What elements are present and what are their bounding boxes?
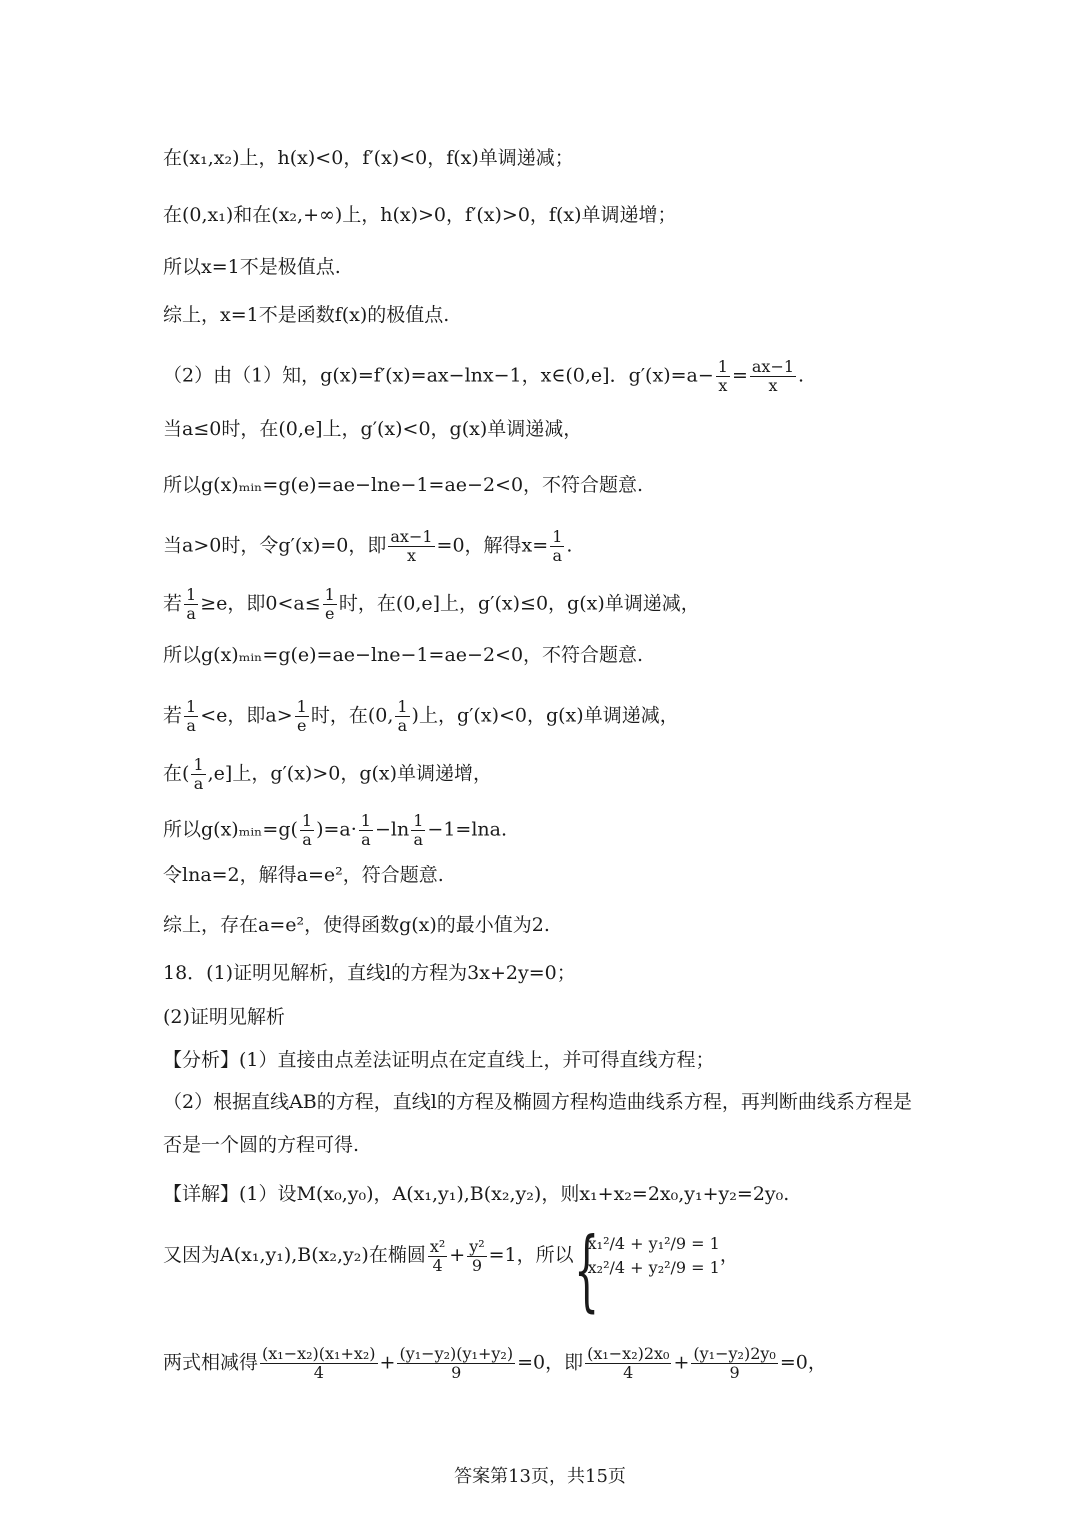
numerator: 1 (397, 697, 408, 716)
line23-text: 两式相减得 (163, 1351, 259, 1374)
line13-mid2: −ln (374, 818, 410, 841)
denominator: e (324, 604, 335, 623)
text-line-13 (163, 812, 963, 849)
plus-sign: + (673, 1351, 690, 1374)
denominator: 4 (313, 1363, 324, 1382)
text-line-18: 【分析】(1）直接由点差法证明点在定直线上，并可得直线方程； (163, 1049, 715, 1071)
denominator: 9 (729, 1363, 740, 1382)
line9-text: 若 (163, 592, 183, 615)
fraction (550, 528, 564, 565)
line13-text: 所以g(x)ₘᵢₙ=g (163, 818, 291, 841)
numerator: 1 (413, 811, 424, 830)
denominator: a (397, 716, 408, 735)
fraction (300, 812, 314, 849)
line11-mid2: 时，在(0, (310, 704, 394, 727)
text-line-5 (163, 358, 963, 395)
period: . (566, 534, 573, 557)
denominator: a (186, 716, 196, 735)
line9-mid: ≥e，即0<a≤ (200, 592, 321, 615)
line12-end: ,e]上，g′(x)>0，g(x)单调递增， (207, 762, 493, 785)
numerator: y² (469, 1236, 485, 1256)
text-line-11 (163, 698, 963, 735)
line9-end: 时，在(0,e]上，g′(x)≤0，g(x)单调递减， (338, 592, 700, 615)
denominator: 9 (451, 1363, 462, 1382)
equation-system (573, 1218, 720, 1321)
fraction (750, 358, 796, 395)
line23-mid: =0，即 (517, 1351, 584, 1374)
text-line-14: 令lna=2，解得a=e²，符合题意. (163, 864, 444, 886)
numerator: x² (429, 1236, 446, 1256)
denominator: x (718, 376, 728, 395)
fraction (359, 812, 373, 849)
text-line-4: 综上，x=1不是函数f(x)的极值点. (163, 304, 450, 326)
numerator: (y₁−y₂)(y₁+y₂) (399, 1344, 514, 1363)
text-line-9 (163, 586, 963, 623)
equals-sign: = (731, 364, 748, 387)
fraction (295, 698, 309, 735)
line8-text: 当a>0时，令g′(x)=0，即 (163, 534, 387, 557)
denominator: 4 (432, 1255, 443, 1275)
denominator: x (768, 376, 778, 395)
fraction (260, 1345, 378, 1382)
text-line-16: 18．(1)证明见解析，直线l的方程为3x+2y=0； (163, 962, 576, 984)
line12-text: 在 (163, 762, 183, 785)
fraction (585, 1345, 671, 1382)
numerator: 1 (717, 357, 728, 376)
line23-end: =0， (779, 1351, 827, 1374)
line11-end: )上，g′(x)<0，g(x)单调递减， (411, 704, 679, 727)
text-line-8 (163, 528, 963, 565)
line11-mid: <e，即a> (200, 704, 293, 727)
fraction (184, 698, 198, 735)
numerator: 1 (186, 585, 197, 604)
fraction (388, 528, 434, 565)
system-row-2: x₂²/4 + y₂²/9 = 1 (587, 1258, 720, 1277)
open-paren: ( (182, 762, 190, 785)
denominator: 4 (623, 1363, 634, 1382)
denominator: a (302, 830, 312, 849)
numerator: 1 (301, 811, 313, 830)
numerator: 1 (360, 811, 371, 830)
text-line-10: 所以g(x)ₘᵢₙ=g(e)=ae−lne−1=ae−2<0，不符合题意. (163, 644, 644, 666)
text-line-19: （2）根据直线AB的方程，直线l的方程及椭圆方程构造曲线系方程，再判断曲线系方程是 (163, 1091, 912, 1113)
text-line-20: 否是一个圆的方程可得. (163, 1134, 360, 1156)
line22-text: 又因为A(x₁,y₁),B(x₂,y₂)在椭圆 (163, 1244, 426, 1266)
text-line-22 (163, 1218, 963, 1321)
line8-mid: =0，解得x= (436, 534, 549, 557)
numerator: ax−1 (390, 527, 433, 546)
text-line-15: 综上，存在a=e²，使得函数g(x)的最小值为2. (163, 914, 550, 936)
text-line-6: 当a≤0时，在(0,e]上，g′(x)<0，g(x)单调递减， (163, 418, 583, 440)
denominator: e (296, 716, 307, 735)
denominator: a (361, 830, 371, 849)
text-line-12 (163, 756, 963, 793)
numerator: (y₁−y₂)2y₀ (693, 1344, 776, 1363)
system-row-1: x₁²/4 + y₁²/9 = 1 (587, 1234, 720, 1253)
fraction (691, 1345, 777, 1382)
fraction (467, 1238, 486, 1275)
numerator: (x₁−x₂)(x₁+x₂) (262, 1344, 376, 1363)
line13-end: −1=lna. (427, 818, 508, 841)
fraction (411, 812, 425, 849)
period: . (798, 364, 805, 387)
fraction (323, 586, 337, 623)
numerator: 1 (193, 755, 204, 774)
fraction (428, 1238, 447, 1275)
denominator: a (186, 604, 196, 623)
fraction (716, 358, 730, 395)
numerator: 1 (186, 697, 197, 716)
line22-end: ， (719, 1244, 739, 1266)
line13-mid: )=a· (316, 818, 357, 841)
line22-mid: =1，所以 (488, 1244, 574, 1266)
denominator: a (413, 830, 424, 849)
numerator: (x₁−x₂)2x₀ (587, 1344, 670, 1363)
fraction (191, 756, 205, 793)
text-line-3: 所以x=1不是极值点. (163, 256, 341, 278)
left-brace-icon: { (573, 1218, 599, 1321)
text-line-2: 在(0,x₁)和在(x₂,+∞)上，h(x)>0，f′(x)>0，f(x)单调递增； (163, 204, 677, 226)
fraction (395, 698, 409, 735)
numerator: 1 (296, 697, 307, 716)
plus-sign: + (379, 1351, 396, 1374)
line5-text: （2）由（1）知，g(x)=f′(x)=ax−lnx−1，x∈(0,e]．g′(x)=a− (163, 364, 714, 387)
text-line-23 (163, 1345, 963, 1382)
numerator: 1 (552, 527, 563, 546)
text-line-17: (2)证明见解析 (163, 1006, 285, 1028)
text-line-1: 在(x₁,x₂)上，h(x)<0，f′(x)<0，f(x)单调递减； (163, 147, 574, 169)
page-footer: 答案第13页，共15页 (454, 1466, 626, 1487)
numerator: 1 (324, 585, 335, 604)
numerator: ax−1 (751, 357, 795, 376)
text-line-21: 【详解】(1）设M(x₀,y₀)，A(x₁,y₁),B(x₂,y₂)，则x₁+x₂=2x₀,y₁+y₂=2y₀. (163, 1183, 790, 1205)
open-paren: ( (290, 818, 298, 841)
denominator: 9 (471, 1255, 482, 1275)
fraction (184, 586, 198, 623)
denominator: a (552, 546, 563, 565)
fraction (397, 1345, 515, 1382)
text-line-7: 所以g(x)ₘᵢₙ=g(e)=ae−lne−1=ae−2<0，不符合题意. (163, 474, 644, 496)
plus-sign: + (449, 1244, 466, 1266)
line11-text: 若 (163, 704, 183, 727)
denominator: a (193, 774, 204, 793)
denominator: x (406, 546, 416, 565)
